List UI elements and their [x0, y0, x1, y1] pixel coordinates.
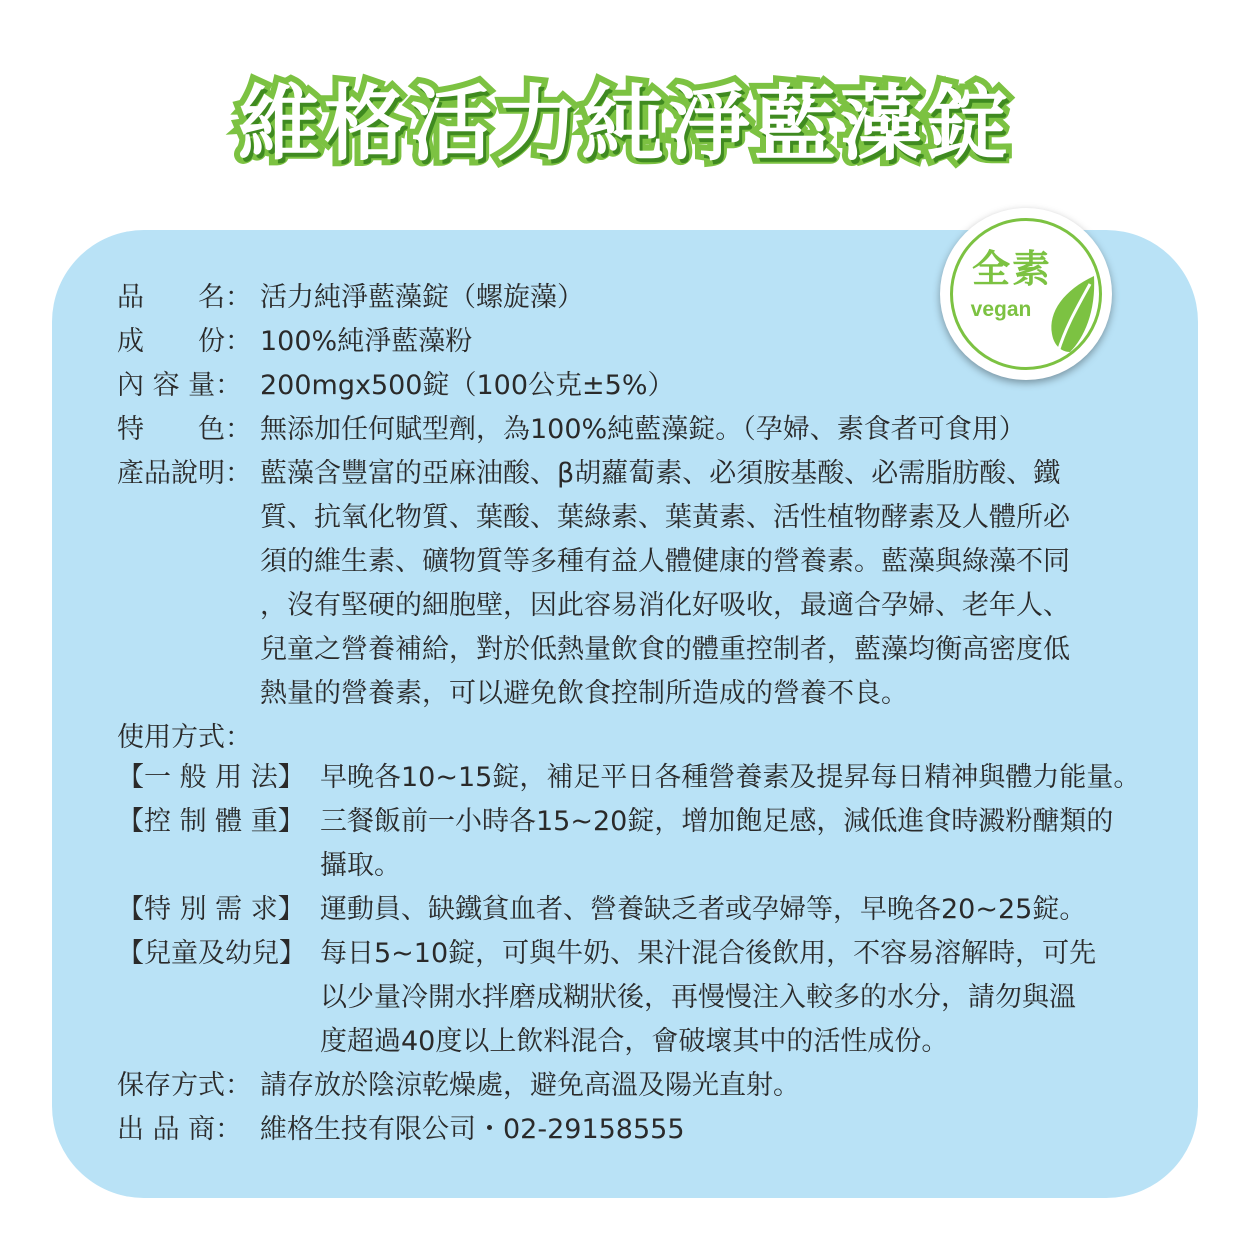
badge-sub-text: vegan	[970, 298, 1032, 321]
row-label: 成 份：	[117, 326, 252, 357]
usage-value: 攝取。	[320, 850, 401, 881]
usage-value: 三餐飯前一小時各15~20錠，增加飽足感，減低進食時澱粉醣類的	[320, 806, 1114, 837]
usage-label: 【兒童及幼兒】	[117, 938, 306, 969]
usage-label: 【控 制 體 重】	[117, 806, 305, 837]
usage-continuation	[0, 1020, 1250, 1064]
info-row-ingredients	[0, 320, 1250, 364]
row-value: 藍藻含豐富的亞麻油酸、β胡蘿蔔素、必須胺基酸、必需脂肪酸、鐵	[260, 458, 1061, 489]
usage-row-general	[0, 756, 1250, 800]
info-row-name	[0, 276, 1250, 320]
row-value: 須的維生素、礦物質等多種有益人體健康的營養素。藍藻與綠藻不同	[260, 546, 1070, 577]
row-value: 100%純淨藍藻粉	[260, 326, 473, 357]
usage-row-children	[0, 932, 1250, 976]
description-line	[0, 628, 1250, 672]
usage-label: 【一 般 用 法】	[117, 762, 305, 793]
row-value: 200mgx500錠（100公克±5%）	[260, 370, 675, 401]
row-label: 出 品 商：	[117, 1114, 243, 1145]
usage-value: 度超過40度以上飲料混合，會破壞其中的活性成份。	[320, 1026, 949, 1057]
usage-row-weight	[0, 800, 1250, 844]
info-row-manufacturer	[0, 1108, 1250, 1152]
row-label: 內 容 量：	[117, 370, 243, 401]
info-row-storage	[0, 1064, 1250, 1108]
description-line	[0, 672, 1250, 716]
row-label: 特 色：	[117, 414, 252, 445]
description-line	[0, 496, 1250, 540]
row-label: 使用方式：	[117, 722, 252, 753]
usage-continuation	[0, 844, 1250, 888]
row-label: 品 名：	[117, 282, 252, 313]
row-value: 熱量的營養素，可以避免飲食控制所造成的營養不良。	[260, 678, 908, 709]
usage-heading	[0, 716, 1250, 760]
row-value: ，沒有堅硬的細胞壁，因此容易消化好吸收，最適合孕婦、老年人、	[260, 590, 1070, 621]
info-row-features	[0, 408, 1250, 452]
row-value: 維格生技有限公司・02-29158555	[260, 1114, 685, 1145]
row-label: 保存方式：	[117, 1070, 252, 1101]
usage-value: 每日5~10錠，可與牛奶、果汁混合後飲用，不容易溶解時，可先	[320, 938, 1097, 969]
row-label: 產品說明：	[117, 458, 252, 489]
usage-label: 【特 別 需 求】	[117, 894, 305, 925]
info-row-content	[0, 364, 1250, 408]
usage-value: 以少量冷開水拌磨成糊狀後，再慢慢注入較多的水分，請勿與溫	[320, 982, 1076, 1013]
description-line	[0, 540, 1250, 584]
row-value: 無添加任何賦型劑，為100%純藍藻錠。（孕婦、素食者可食用）	[260, 414, 1026, 445]
info-row-description	[0, 452, 1250, 496]
usage-row-special	[0, 888, 1250, 932]
row-value: 質、抗氧化物質、葉酸、葉綠素、葉黃素、活性植物酵素及人體所必	[260, 502, 1070, 533]
usage-continuation	[0, 976, 1250, 1020]
usage-value: 運動員、缺鐵貧血者、營養缺乏者或孕婦等，早晚各20~25錠。	[320, 894, 1087, 925]
product-title: 維格活力純淨藍藻錠	[237, 77, 1012, 172]
row-value: 請存放於陰涼乾燥處，避免高溫及陽光直射。	[260, 1070, 800, 1101]
badge-main-text: 全素	[971, 247, 1052, 291]
description-line	[0, 584, 1250, 628]
row-value: 活力純淨藍藻錠（螺旋藻）	[260, 282, 584, 313]
row-value: 兒童之營養補給，對於低熱量飲食的體重控制者，藍藻均衡高密度低	[260, 634, 1070, 665]
usage-value: 早晚各10~15錠，補足平日各種營養素及提昇每日精神與體力能量。	[320, 762, 1141, 793]
